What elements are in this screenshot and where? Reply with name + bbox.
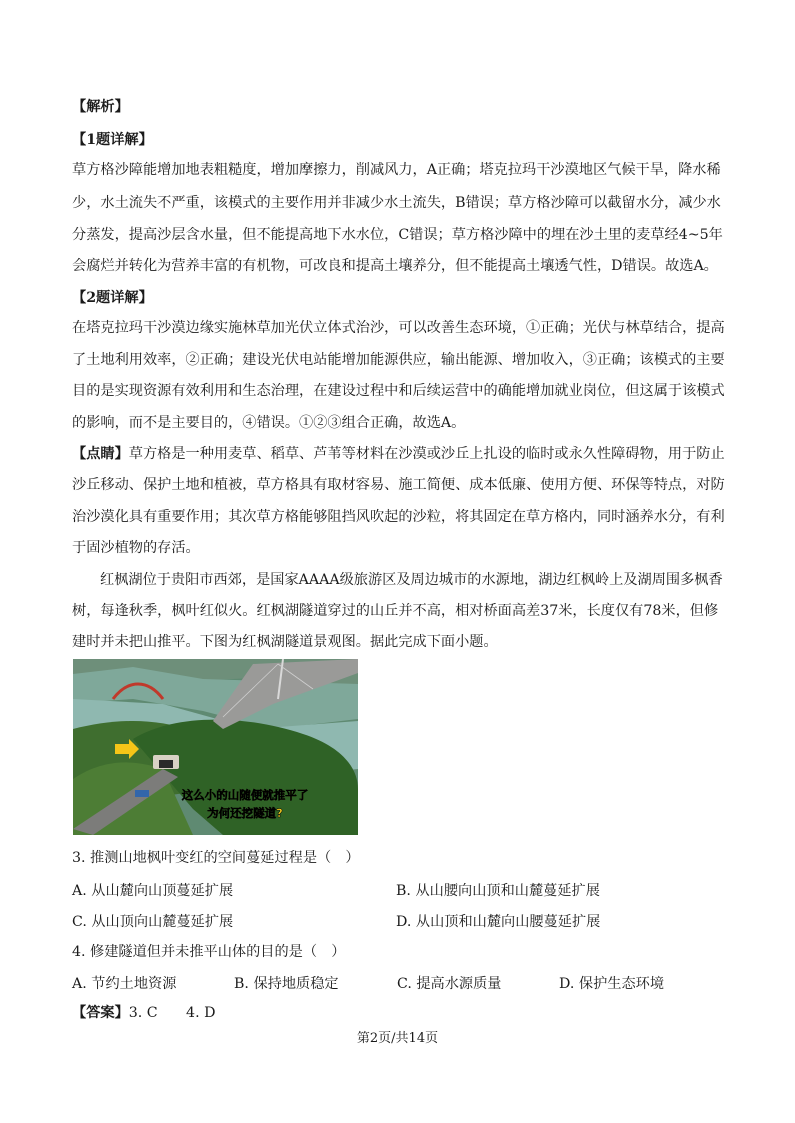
tip-text: 草方格是一种用麦草、稻草、芦苇等材料在沙漠或沙丘上扎设的临时或永久性障碍物，用于防止	[128, 446, 725, 462]
q1-line: 分蒸发，提高沙层含水量，但不能提高地下水水位，C错误；草方格沙障中的埋在沙土里的麦草经4~5年	[72, 227, 723, 243]
q4-option-c: C. 提高水源质量	[397, 976, 502, 992]
photo-caption-line-2: 为何还挖隧道?	[207, 806, 283, 820]
tip-label: 【点睛】	[72, 446, 129, 462]
tunnel-landscape-photo	[73, 659, 358, 835]
q1-line: 草方格沙障能增加地表粗糙度，增加摩擦力，削减风力，A正确；塔克拉玛干沙漠地区气候干旱，降水稀	[72, 162, 721, 178]
q3-stem: 3. 推测山地枫叶变红的空间蔓延过程是（ ）	[72, 850, 360, 866]
q1-line: 会腐烂并转化为营养丰富的有机物，可改良和提高土壤养分，但不能提高土壤透气性，D错误。故选A。	[72, 258, 718, 274]
tunnel-landscape-image	[73, 659, 358, 835]
q2-line: 了土地利用效率，②正确；建设光伏电站能增加能源供应，输出能源、增加收入，③正确；该模式的主要	[72, 352, 725, 368]
tip-line: 于固沙植物的存活。	[72, 540, 200, 556]
q4-option-a: A. 节约土地资源	[72, 976, 177, 992]
q4-option-b: B. 保持地质稳定	[234, 976, 339, 992]
q1-header: 【1题详解】	[72, 132, 153, 148]
passage-line: 建时并未把山推平。下图为红枫湖隧道景观图。据此完成下面小题。	[72, 634, 498, 650]
q3-option-d: D. 从山顶和山麓向山腰蔓延扩展	[396, 914, 601, 930]
q2-line: 在塔克拉玛干沙漠边缘实施林草加光伏立体式治沙，可以改善生态环境，①正确；光伏与林草结合，提高	[72, 320, 725, 336]
q2-line: 目的是实现资源有效利用和生态治理，在建设过程中和后续运营中的确能增加就业岗位，但这属于该模式	[72, 383, 725, 399]
q3-option-a: A. 从山麓向山顶蔓延扩展	[72, 883, 234, 899]
q4-option-d: D. 保护生态环境	[559, 976, 665, 992]
answer-label: 【答案】	[72, 1005, 129, 1021]
tip-line: 沙丘移动、保护土地和植被，草方格具有取材容易、施工简便、成本低廉、使用方便、环保等特点，对防	[72, 477, 725, 493]
answer-text: 3. C 4. D	[128, 1005, 216, 1021]
q2-header: 【2题详解】	[72, 290, 153, 306]
q4-stem: 4. 修建隧道但并未推平山体的目的是（ ）	[72, 944, 346, 960]
tip-line: 治沙漠化具有重要作用；其次草方格能够阻挡风吹起的沙粒，将其固定在草方格内，同时涵养水分，有利	[72, 509, 725, 525]
page-footer: 第2页/共14页	[356, 1031, 439, 1046]
photo-caption-line-1: 这么小的山随便就推平了	[181, 788, 309, 802]
q2-line: 的影响，而不是主要目的，④错误。①②③组合正确，故选A。	[72, 415, 466, 431]
q3-option-b: B. 从山腰向山顶和山麓蔓延扩展	[396, 883, 600, 899]
passage-line: 树，每逢秋季，枫叶红似火。红枫湖隧道穿过的山丘并不高，相对桥面高差37米，长度仅有78米，但修	[72, 603, 719, 619]
q3-option-c: C. 从山顶向山麓蔓延扩展	[72, 914, 234, 930]
passage-line: 红枫湖位于贵阳市西郊，是国家AAAA级旅游区及周边城市的水源地，湖边红枫岭上及湖周围多枫香	[100, 572, 723, 588]
analysis-label: 【解析】	[72, 99, 129, 115]
answer-line	[72, 1003, 215, 1023]
q1-line: 少，水土流失不严重，该模式的主要作用并非减少水土流失，B错误；草方格沙障可以截留水分，减少水	[72, 195, 721, 211]
tip-line	[72, 444, 725, 464]
